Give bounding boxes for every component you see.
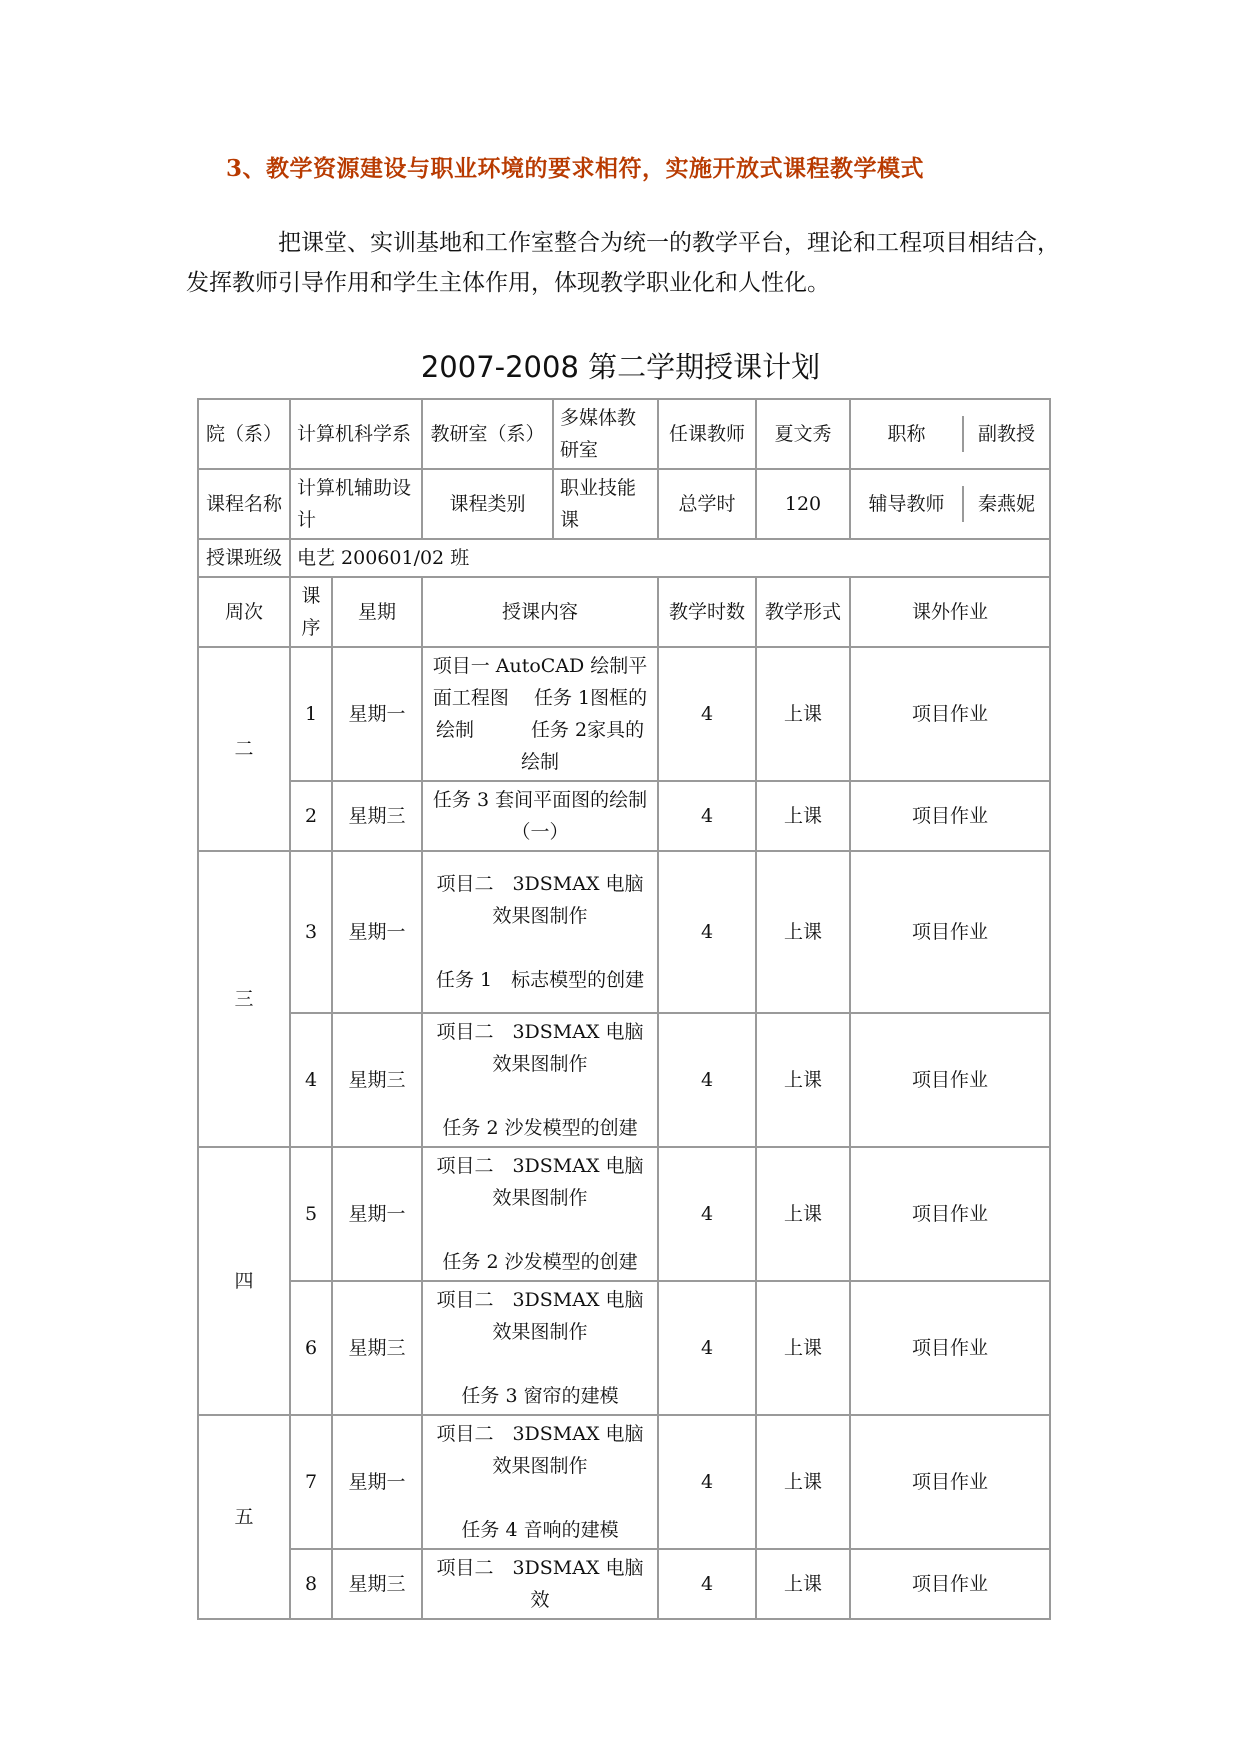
- form-cell: 上课: [756, 781, 850, 851]
- content-line: 项目一 AutoCAD 绘制平面工程图 任务 1图框的绘制 任务 2家具的绘制: [432, 655, 648, 773]
- type-label: 课程类别: [423, 470, 553, 538]
- homework-cell: 项目作业: [850, 1281, 1050, 1415]
- hours-cell: 4: [658, 1549, 756, 1619]
- order-cell: 4: [290, 1013, 332, 1147]
- header-row: [198, 577, 1050, 647]
- hours-cell: 4: [658, 1415, 756, 1549]
- homework-cell: 项目作业: [850, 1549, 1050, 1619]
- content-line: 任务 4 音响的建模: [461, 1519, 619, 1541]
- form-cell: 上课: [756, 1013, 850, 1147]
- content-cell: [422, 1147, 658, 1281]
- week-cell: 四: [198, 1147, 290, 1415]
- form-cell: 上课: [756, 1147, 850, 1281]
- content-line: 任务 3 窗帘的建模: [461, 1385, 619, 1407]
- weekday-cell: 星期一: [332, 1415, 422, 1549]
- class-label: 授课班级: [198, 539, 290, 577]
- info-row-2: [198, 469, 1050, 539]
- office-value: 多媒体教研室: [560, 407, 637, 461]
- dept-label: 院（系）: [198, 399, 290, 469]
- content-line: 项目二 3DSMAX 电脑效果图制作: [436, 1289, 644, 1343]
- weekday-cell: 星期一: [332, 647, 422, 781]
- weekday-cell: 星期三: [332, 1549, 422, 1619]
- order-cell: 5: [290, 1147, 332, 1281]
- content-cell: [422, 1281, 658, 1415]
- table-row: [198, 647, 1050, 781]
- hours-cell: 4: [658, 1013, 756, 1147]
- office-subtable: [423, 400, 657, 468]
- week-cell: 二: [198, 647, 290, 851]
- homework-cell: 项目作业: [850, 1415, 1050, 1549]
- content-line: 项目二 3DSMAX 电脑效果图制作: [436, 1423, 644, 1477]
- content-cell: [422, 1415, 658, 1549]
- class-value: 电艺 200601/02 班: [290, 539, 1050, 577]
- form-cell: 上课: [756, 1549, 850, 1619]
- course-value: 计算机辅助设计: [290, 469, 422, 539]
- assistant-label: 辅导教师: [851, 486, 963, 522]
- content-line: [429, 1482, 651, 1514]
- table-row: [198, 1415, 1050, 1549]
- table-row: [198, 851, 1050, 1013]
- header-hours: 教学时数: [658, 577, 756, 647]
- content-line: 项目二 3DSMAX 电脑效果图制作: [436, 873, 644, 927]
- header-order: 课序: [290, 577, 332, 647]
- homework-cell: 项目作业: [850, 851, 1050, 1013]
- weekday-cell: 星期三: [332, 781, 422, 851]
- teacher-value: 夏文秀: [756, 399, 850, 469]
- content-line: 任务 1 标志模型的创建: [435, 969, 645, 991]
- week-cell: 三: [198, 851, 290, 1147]
- class-row: [198, 539, 1050, 577]
- type-cell: [422, 469, 658, 539]
- hours-cell: 4: [658, 647, 756, 781]
- rank-label: 职称: [851, 416, 963, 452]
- info-row-1: [198, 399, 1050, 469]
- hours-cell: 4: [658, 1281, 756, 1415]
- rank-cell: [850, 399, 1050, 469]
- table-row: [198, 1013, 1050, 1147]
- table-row: [198, 1281, 1050, 1415]
- content-line: [429, 1080, 651, 1112]
- dept-value: 计算机科学系: [290, 399, 422, 469]
- content-line: [429, 932, 651, 964]
- homework-cell: 项目作业: [850, 781, 1050, 851]
- form-cell: 上课: [756, 851, 850, 1013]
- header-content: 授课内容: [422, 577, 658, 647]
- rank-value: 副教授: [978, 423, 1036, 445]
- content-line: 项目二 3DSMAX 电脑效果图制作: [436, 1155, 644, 1209]
- header-weekday: 星期: [332, 577, 422, 647]
- content-cell: [422, 781, 658, 851]
- content-line: 任务 3 套间平面图的绘制（一）: [432, 789, 648, 843]
- assistant-subtable: [851, 486, 1049, 522]
- teaching-plan-table: [197, 398, 1051, 1620]
- content-cell: [422, 647, 658, 781]
- hours-cell: 4: [658, 781, 756, 851]
- content-line: [429, 1214, 651, 1246]
- order-cell: 8: [290, 1549, 332, 1619]
- order-cell: 3: [290, 851, 332, 1013]
- order-cell: 6: [290, 1281, 332, 1415]
- content-line: 项目二 3DSMAX 电脑效: [436, 1557, 644, 1611]
- course-label: 课程名称: [198, 469, 290, 539]
- week-cell: 五: [198, 1415, 290, 1619]
- content-line: [429, 1348, 651, 1380]
- office-cell: [422, 399, 658, 469]
- hours-label: 总学时: [658, 469, 756, 539]
- order-cell: 2: [290, 781, 332, 851]
- table-row: [198, 1147, 1050, 1281]
- form-cell: 上课: [756, 1415, 850, 1549]
- assistant-value: 秦燕妮: [978, 493, 1036, 515]
- weekday-cell: 星期一: [332, 851, 422, 1013]
- order-cell: 7: [290, 1415, 332, 1549]
- hours-value: 120: [756, 469, 850, 539]
- table-row: [198, 1549, 1050, 1619]
- weekday-cell: 星期一: [332, 1147, 422, 1281]
- table-title: 2007-2008 第二学期授课计划: [420, 350, 821, 384]
- weekday-cell: 星期三: [332, 1281, 422, 1415]
- assistant-cell: [850, 469, 1050, 539]
- homework-cell: 项目作业: [850, 1147, 1050, 1281]
- teacher-label: 任课教师: [658, 399, 756, 469]
- content-cell: [422, 1549, 658, 1619]
- homework-cell: 项目作业: [850, 647, 1050, 781]
- table-row: [198, 781, 1050, 851]
- section-heading: 3、教学资源建设与职业环境的要求相符，实施开放式课程教学模式: [226, 155, 925, 182]
- rank-subtable: [851, 416, 1049, 452]
- header-homework: 课外作业: [850, 577, 1050, 647]
- content-cell: [422, 851, 658, 1013]
- order-cell: 1: [290, 647, 332, 781]
- content-line: 任务 2 沙发模型的创建: [442, 1251, 638, 1273]
- homework-cell: 项目作业: [850, 1013, 1050, 1147]
- office-label: 教研室（系）: [423, 400, 553, 468]
- type-value: 职业技能课: [560, 477, 637, 531]
- form-cell: 上课: [756, 647, 850, 781]
- header-form: 教学形式: [756, 577, 850, 647]
- content-line: 任务 2 沙发模型的创建: [442, 1117, 638, 1139]
- hours-cell: 4: [658, 851, 756, 1013]
- intro-paragraph: 把课堂、实训基地和工作室整合为统一的教学平台，理论和工程项目相结合，发挥教师引导作用和学生主体作用，体现教学职业化和人性化。: [186, 230, 1060, 296]
- hours-cell: 4: [658, 1147, 756, 1281]
- form-cell: 上课: [756, 1281, 850, 1415]
- type-subtable: [423, 470, 657, 538]
- content-cell: [422, 1013, 658, 1147]
- content-line: 项目二 3DSMAX 电脑效果图制作: [436, 1021, 644, 1075]
- weekday-cell: 星期三: [332, 1013, 422, 1147]
- header-week: 周次: [198, 577, 290, 647]
